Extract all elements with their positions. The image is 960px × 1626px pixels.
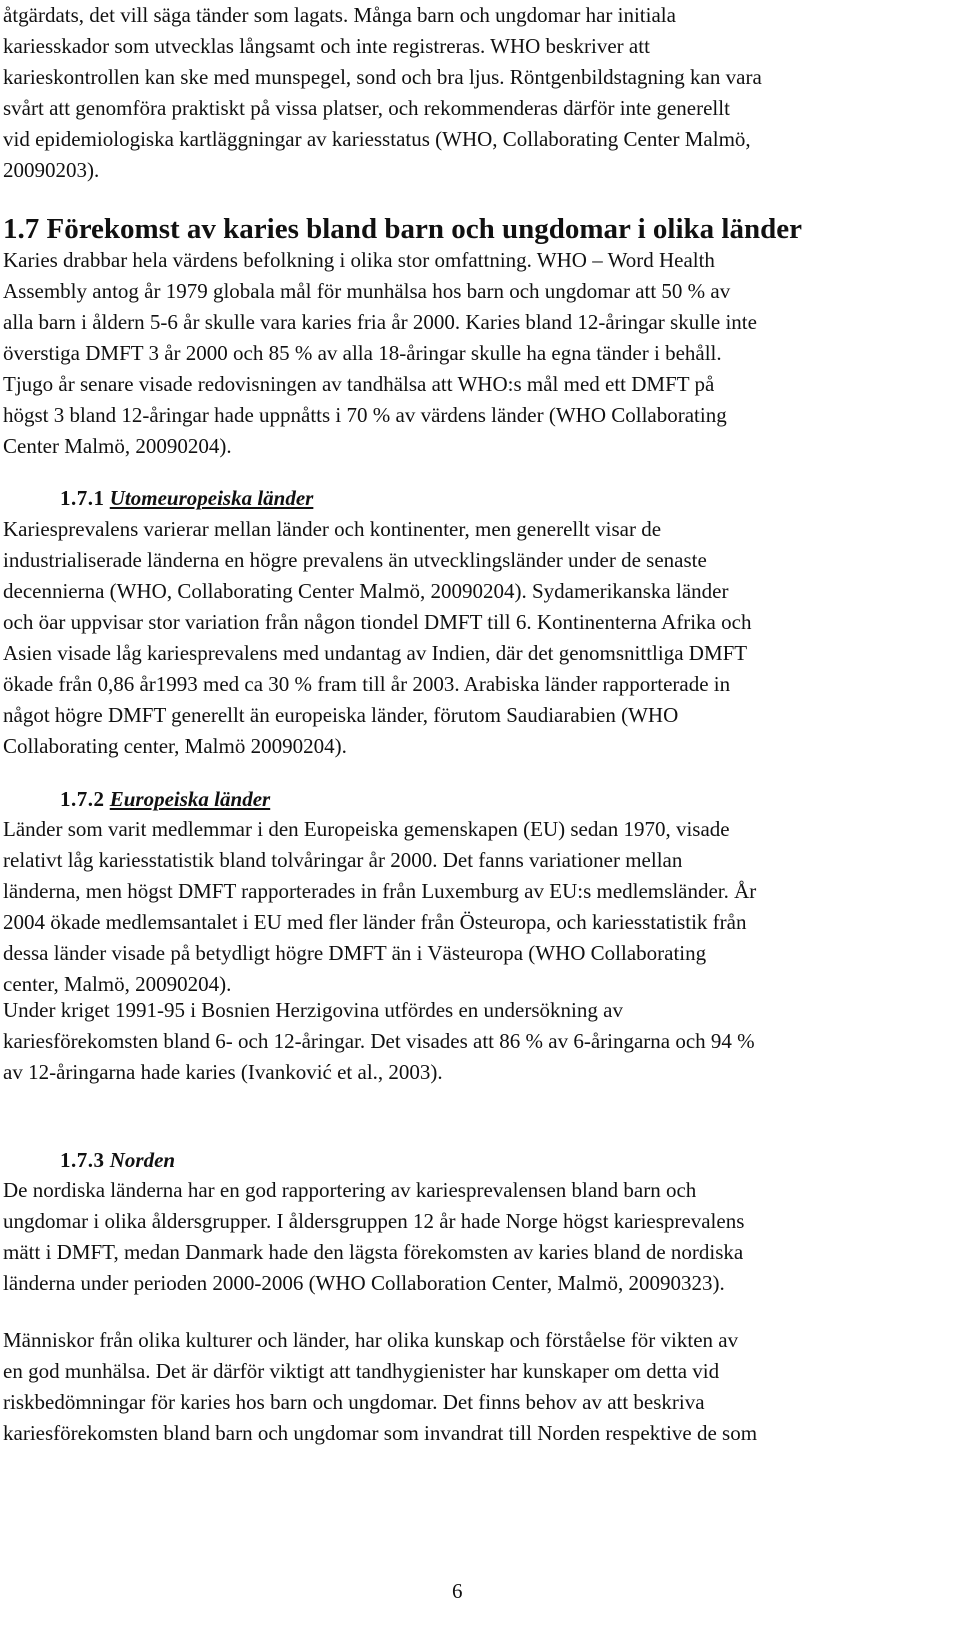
section-1-7-2-paragraph — [3, 814, 953, 1000]
text-line: Länder som varit medlemmar i den Europeiska gemenskapen (EU) sedan 1970, visade — [3, 817, 730, 841]
subsection-heading-1-7-3 — [60, 1145, 175, 1176]
text-line: Kariesprevalens varierar mellan länder och kontinenter, men generellt visar de — [3, 517, 662, 541]
text-line: alla barn i åldern 5-6 år skulle vara karies fria år 2000. Karies bland 12-åringar skulle inte — [3, 310, 757, 334]
text-line: Tjugo år senare visade redovisningen av tandhälsa att WHO:s mål med ett DMFT på — [3, 372, 715, 396]
text-line: åtgärdats, det vill säga tänder som lagats. Många barn och ungdomar har initiala — [3, 3, 676, 27]
text-line: Assembly antog år 1979 globala mål för munhälsa hos barn och ungdomar att 50 % av — [3, 279, 731, 303]
text-line: svårt att genomföra praktiskt på vissa platser, och rekommenderas därför inte generellt — [3, 96, 730, 120]
text-line: dessa länder visade på betydligt högre DMFT än i Västeuropa (WHO Collaborating — [3, 941, 707, 965]
subsection-number: 1.7.3 — [60, 1148, 105, 1172]
text-line: länderna, men högst DMFT rapporterades in från Luxemburg av EU:s medlemsländer. År — [3, 879, 757, 903]
subsection-title: Europeiska länder — [109, 787, 271, 811]
text-line: Collaborating center, Malmö 20090204). — [3, 734, 347, 758]
text-line: en god munhälsa. Det är därför viktigt att tandhygienister har kunskaper om detta vid — [3, 1359, 720, 1383]
text-line: länderna under perioden 2000-2006 (WHO Collaboration Center, Malmö, 20090323). — [3, 1271, 725, 1295]
text-line: karieskontrollen kan ske med munspegel, sond och bra ljus. Röntgenbildstagning kan vara — [3, 65, 762, 89]
section-heading-1-7: 1.7 Förekomst av karies bland barn och ungdomar i olika länder — [3, 213, 802, 245]
text-line: riskbedömningar för karies hos barn och ungdomar. Det finns behov av att beskriva — [3, 1390, 705, 1414]
text-line: av 12-åringarna hade karies (Ivanković et al., 2003). — [3, 1060, 443, 1084]
text-line: kariesskador som utvecklas långsamt och inte registreras. WHO beskriver att — [3, 34, 650, 58]
text-line: högst 3 bland 12-åringar hade uppnåtts i 70 % av värdens länder (WHO Collaborating — [3, 403, 727, 427]
text-line: överstiga DMFT 3 år 2000 och 85 % av alla 18-åringar skulle ha egna tänder i behåll. — [3, 341, 722, 365]
section-1-7-2-paragraph-2 — [3, 995, 953, 1088]
subsection-heading-1-7-1 — [60, 483, 313, 514]
text-line: kariesförekomsten bland barn och ungdomar som invandrat till Norden respektive de som — [3, 1421, 758, 1445]
subsection-title: Norden — [109, 1148, 176, 1172]
subsection-number: 1.7.1 — [60, 486, 105, 510]
text-line: och öar uppvisar stor variation från någon tiondel DMFT till 6. Kontinenterna Afrika och — [3, 610, 752, 634]
subsection-title: Utomeuropeiska länder — [109, 486, 314, 510]
text-line: De nordiska länderna har en god rapportering av kariesprevalensen bland barn och — [3, 1178, 697, 1202]
section-1-7-paragraph — [3, 245, 953, 462]
intro-paragraph — [3, 0, 953, 186]
text-line: Karies drabbar hela värdens befolkning i olika stor omfattning. WHO – Word Health — [3, 248, 715, 272]
text-line: Under kriget 1991-95 i Bosnien Herzigovina utfördes en undersökning av — [3, 998, 623, 1022]
subsection-heading-1-7-2 — [60, 784, 270, 815]
text-line: decennierna (WHO, Collaborating Center Malmö, 20090204). Sydamerikanska länder — [3, 579, 729, 603]
text-line: kariesförekomsten bland 6- och 12-åringar. Det visades att 86 % av 6-åringarna och 94 % — [3, 1029, 755, 1053]
section-1-7-3-paragraph — [3, 1175, 953, 1299]
page-number: 6 — [452, 1579, 463, 1603]
text-line: något högre DMFT generellt än europeiska länder, förutom Saudiarabien (WHO — [3, 703, 679, 727]
text-line: center, Malmö, 20090204). — [3, 972, 232, 996]
text-line: industrialiserade länderna en högre prevalens än utvecklingsländer under de senaste — [3, 548, 707, 572]
text-line: mätt i DMFT, medan Danmark hade den lägsta förekomsten av karies bland de nordiska — [3, 1240, 744, 1264]
section-1-7-1-paragraph — [3, 514, 953, 762]
text-line: ökade från 0,86 år1993 med ca 30 % fram till år 2003. Arabiska länder rapporterade in — [3, 672, 731, 696]
text-line: Människor från olika kulturer och länder, har olika kunskap och förståelse för vikten av — [3, 1328, 739, 1352]
text-line: ungdomar i olika åldersgrupper. I åldersgruppen 12 år hade Norge högst kariesprevalens — [3, 1209, 745, 1233]
subsection-number: 1.7.2 — [60, 787, 105, 811]
text-line: relativt låg kariesstatistik bland tolvåringar år 2000. Det fanns variationer mellan — [3, 848, 683, 872]
text-line: Asien visade låg kariesprevalens med undantag av Indien, där det genomsnittliga DMFT — [3, 641, 748, 665]
section-1-7-3-paragraph-2 — [3, 1325, 953, 1449]
text-line: 2004 ökade medlemsantalet i EU med fler länder från Östeuropa, och kariesstatistik från — [3, 910, 747, 934]
text-line: vid epidemiologiska kartläggningar av kariesstatus (WHO, Collaborating Center Malmö, — [3, 127, 751, 151]
text-line: Center Malmö, 20090204). — [3, 434, 232, 458]
text-line: 20090203). — [3, 158, 100, 182]
